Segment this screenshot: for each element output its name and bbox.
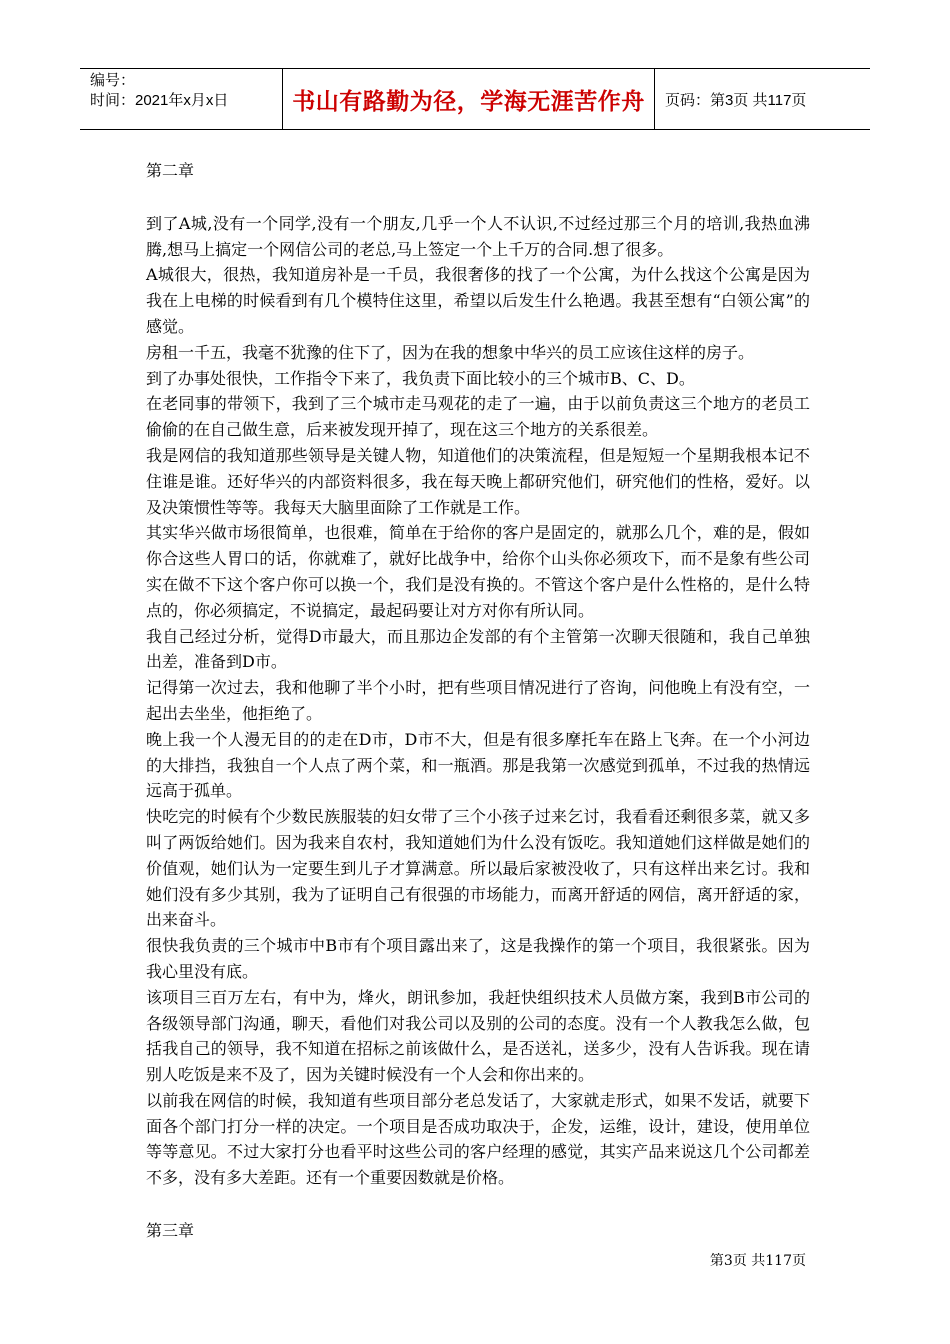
chapter-spacer — [146, 184, 810, 211]
document-time-label: 时间：2021年x月x日 — [90, 92, 229, 109]
document-body — [146, 158, 810, 1244]
header-motto: 书山有路勤为径，学海无涯苦作舟 — [282, 69, 655, 129]
header-page-number: 页码：第3页 共117页 — [665, 91, 807, 109]
body-paragraph: 很快我负责的三个城市中B市有个项目露出来了，这是我操作的第一个项目，我很紧张。因为我心里没有底。 — [146, 936, 810, 981]
body-paragraph: 我自己经过分析，觉得D市最大，而且那边企发部的有个主管第一次聊天很随和，我自己单独出差，准备到D市。 — [146, 626, 810, 672]
body-paragraph: 房租一千五，我毫不犹豫的住下了，因为在我的想象中华兴的员工应该住这样的房子。 — [146, 342, 755, 362]
body-paragraph: 快吃完的时候有个少数民族服装的妇女带了三个小孩子过来乞讨，我看看还剩很多菜，就又多叫了两饭给她们。因为我来自农村，我知道她们为什么没有饭吃。我知道她们这样做是她们的价值观，她们认为一定要生到儿子才算满意。所以最后家被没收了，只有这样出来乞讨。我和她们没有多少其别，我为了证明自己有很强的市场能力，而离开舒适的网信，离开舒适的家，出来奋斗。 — [146, 807, 810, 930]
chapter-title: 第二章 — [146, 161, 195, 180]
body-paragraph: 晚上我一个人漫无目的的走在D市，D市不大，但是有很多摩托车在路上飞奔。在一个小河边的大排挡，我独自一个人点了两个菜，和一瓶酒。那是我第一次感觉到孤单，不过我的热情远远高于孤单。 — [146, 729, 810, 801]
body-paragraph: 到了A城,没有一个同学,没有一个朋友,几乎一个人不认识,不过经过那三个月的培训,我热血沸腾,想马上搞定一个网信公司的老总,马上签定一个上千万的合同.想了很多。 — [146, 213, 810, 259]
body-paragraph: 记得第一次过去，我和他聊了半个小时，把有些项目情况进行了咨询，问他晚上有没有空，一起出去坐坐，他拒绝了。 — [146, 678, 810, 723]
chapter-title: 第三章 — [146, 1221, 195, 1241]
body-paragraph: 在老同事的带领下，我到了三个城市走马观花的走了一遍，由于以前负责这三个地方的老员工偷偷的在自己做生意，后来被发现开掉了，现在这三个地方的关系很差。 — [146, 394, 810, 440]
header-meta — [80, 69, 282, 129]
page-header — [80, 68, 870, 130]
body-paragraph: 该项目三百万左右，有中为，烽火，朗讯参加，我赶快组织技术人员做方案，我到B市公司的各级领导部门沟通，聊天，看他们对我公司以及别的公司的态度。没有一个人教我怎么做，包括我自己的领导，我不知道在招标之前该做什么，是否送礼，送多少，没有人告诉我。现在请别人吃饭是来不及了，因为关键时候没有一个人会和你出来的。 — [146, 987, 810, 1085]
body-paragraph: A城很大，很热，我知道房补是一千员，我很奢侈的找了一个公寓，为什么找这个公寓是因为我在上电梯的时候看到有几个模特住这里，希望以后发生什么艳遇。我甚至想有“白领公寓”的感觉。 — [146, 265, 810, 336]
body-paragraph: 我是网信的我知道那些领导是关键人物，知道他们的决策流程，但是短短一个星期我根本记不住谁是谁。还好华兴的内部资料很多，我在每天晚上都研究他们，研究他们的性格，爱好。以及决策惯性等等。我每天大脑里面除了工作就是工作。 — [146, 445, 810, 517]
body-paragraph: 到了办事处很快，工作指令下来了，我负责下面比较小的三个城市B、C、D。 — [146, 368, 695, 388]
body-paragraph: 其实华兴做市场很简单，也很难，简单在于给你的客户是固定的，就那么几个，难的是，假如你合这些人胃口的话，你就难了，就好比战争中，给你个山头你必须攻下，而不是象有些公司实在做不下这个客户你可以换一个，我们是没有换的。不管这个客户是什么性格的，是什么特点的，你必须搞定，不说搞定，最起码要让对方对你有所认同。 — [146, 523, 810, 620]
body-paragraph: 以前我在网信的时候，我知道有些项目部分老总发话了，大家就走形式，如果不发话，就要下面各个部门打分一样的决定。一个项目是否成功取决于，企发，运维，设计，建设，使用单位等等意见。不过大家打分也看平时这些公司的客户经理的感觉，其实产品来说这几个公司都差不多，没有多大差距。还有一个重要因数就是价格。 — [146, 1090, 810, 1188]
chapter-spacer — [146, 1191, 810, 1218]
document-number-label: 编号： — [90, 72, 136, 89]
page-footer: 第3页 共117页 — [709, 1253, 806, 1269]
